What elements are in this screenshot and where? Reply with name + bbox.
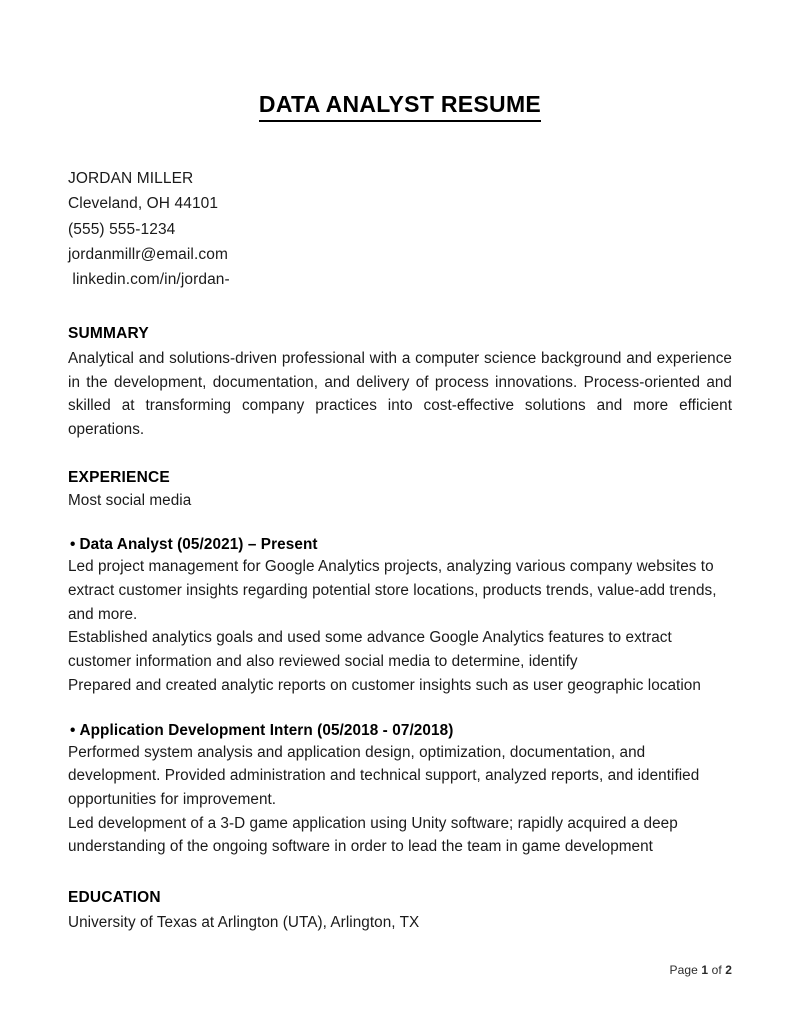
job-paragraph: Prepared and created analytic reports on customer insights such as user geographic location — [68, 676, 701, 694]
job-paragraph: Led development of a 3-D game application using Unity software; rapidly acquired a deep understanding of the ongoing software in order to lead the team in game development — [68, 814, 678, 856]
job-title — [70, 722, 732, 740]
contact-phone: (555) 555-1234 — [68, 220, 176, 238]
page-title-text: DATA ANALYST RESUME — [259, 92, 541, 122]
contact-location: Cleveland, OH 44101 — [68, 195, 219, 213]
job-paragraph: Performed system analysis and application design, optimization, documentation, and development. Provided administration and technical support, analyzed reports, and identified opportunities for improvement. — [68, 743, 700, 808]
footer-current-page: 1 — [701, 963, 709, 977]
job-paragraph: Established analytics goals and used some advance Google Analytics features to extract customer information and also reviewed social media to determine, identify — [68, 629, 672, 671]
contact-name: JORDAN MILLER — [68, 170, 194, 188]
job-title — [70, 536, 732, 554]
section-experience — [68, 469, 732, 859]
section-summary — [68, 325, 732, 442]
contact-linkedin: linkedin.com/in/jordan- — [68, 270, 230, 288]
contact-block — [68, 166, 732, 292]
contact-email: jordanmillr@email.com — [68, 245, 228, 263]
footer-separator: of — [708, 963, 726, 977]
education-heading: EDUCATION — [68, 889, 161, 907]
education-school: University of Texas at Arlington (UTA), Arlington, TX — [68, 914, 420, 932]
footer-total-pages: 2 — [725, 963, 732, 977]
page-title — [68, 0, 732, 122]
job-title-text: Application Development Intern (05/2018 - 07/2018) — [79, 721, 454, 739]
summary-text: Analytical and solutions-driven professional with a computer science background and experience in the development, documentation, and delivery of process innovations. Process-oriented and skilled at transforming company practices into cost-effective solutions and more efficient operations. — [68, 349, 732, 438]
bullet-icon: • — [70, 536, 76, 554]
summary-heading: SUMMARY — [68, 324, 149, 342]
job-paragraph: Led project management for Google Analytics projects, analyzing various company websites to extract customer insights regarding potential store locations, products trends, value-add trends, and more. — [68, 558, 717, 623]
footer-prefix: Page — [669, 963, 702, 977]
section-education — [68, 889, 732, 935]
page-footer — [670, 963, 733, 977]
experience-job — [68, 536, 732, 697]
experience-subtitle: Most social media — [68, 491, 192, 509]
experience-heading: EXPERIENCE — [68, 468, 170, 486]
bullet-icon: • — [70, 721, 76, 739]
job-title-text: Data Analyst (05/2021) – Present — [79, 536, 318, 554]
experience-job — [68, 722, 732, 860]
